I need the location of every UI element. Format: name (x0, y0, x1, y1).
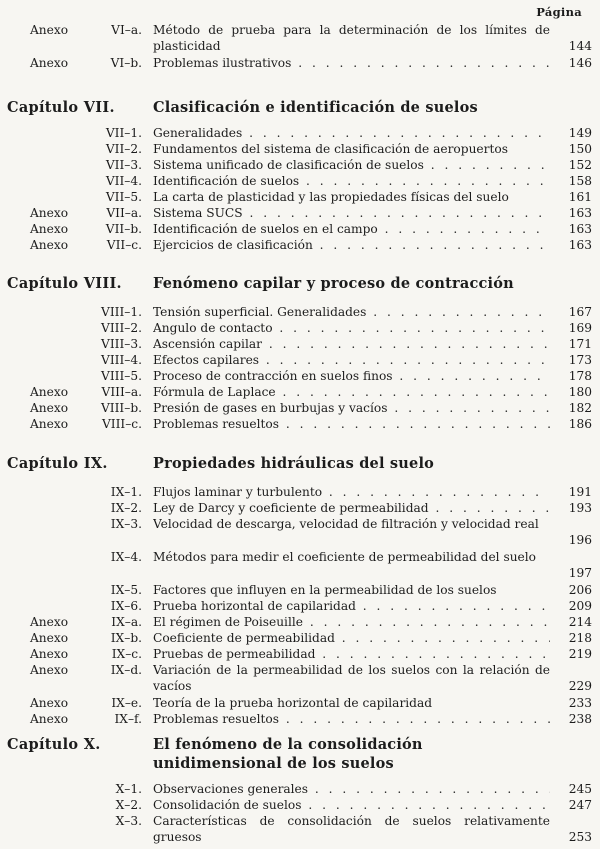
entry-title: Sistema SUCS . . . (153, 205, 550, 221)
entry-title: Presión de gases en burbujas y vacíos . . . (153, 400, 550, 416)
entry-code: VIII–3. (101, 337, 142, 351)
entry-title: Características de consolidación de suelos relativamente gruesos (153, 814, 550, 845)
entry-code: VIII–2. (101, 321, 142, 335)
entry-code: VI–a. (111, 23, 142, 37)
entry-anexo: Anexo (30, 238, 69, 252)
entry-page: 163 (568, 222, 592, 236)
entry-code: VIII–1. (101, 305, 142, 319)
entry-code: IX–c. (111, 647, 142, 661)
entry-title: Consolidación de suelos . . . (153, 797, 550, 813)
entry-page: 218 (568, 631, 592, 645)
entry-title: Coeficiente de permeabilidad . . . (153, 630, 550, 646)
entry-title: Factores que influyen en la permeabilidad de los suelos (153, 583, 497, 597)
entry-code: IX–b. (110, 631, 142, 645)
entry-code: IX–2. (110, 501, 142, 515)
entry-title: Identificación de suelos . . . (153, 173, 550, 189)
entry-code: VIII–4. (101, 353, 142, 367)
entry-anexo: Anexo (30, 56, 69, 70)
chapter-label: Capítulo X. (7, 736, 101, 753)
entry-code: VII–5. (105, 190, 142, 204)
entry-page: 193 (568, 501, 592, 515)
entry-code: IX–1. (110, 485, 142, 499)
entry-code: IX–3. (110, 517, 142, 531)
entry-code: IX–6. (110, 599, 142, 613)
entry-anexo: Anexo (30, 222, 69, 236)
entry-code: VII–c. (106, 238, 142, 252)
entry-title: Generalidades . . . (153, 125, 550, 141)
entry-anexo: Anexo (30, 385, 69, 399)
entry-code: IX–a. (111, 615, 142, 629)
entry-page: 214 (568, 615, 592, 629)
entry-title: La carta de plasticidad y las propiedades físicas del suelo (153, 190, 509, 204)
entry-anexo: Anexo (30, 696, 69, 710)
entry-page: 238 (568, 712, 592, 726)
entry-title: Identificación de suelos en el campo . . . (153, 221, 550, 237)
entry-code: X–3. (115, 814, 142, 828)
entry-title: Método de prueba para la determinación de los límites de plasticidad (153, 23, 550, 54)
entry-anexo: Anexo (30, 712, 69, 726)
entry-code: VII–b. (105, 222, 142, 236)
entry-title: Tensión superficial. Generalidades . . . (153, 304, 550, 320)
entry-page: 178 (568, 369, 592, 383)
chapter-title: Clasificación e identificación de suelos (153, 99, 478, 116)
entry-page: 245 (568, 782, 592, 796)
entry-code: VIII–5. (101, 369, 142, 383)
toc-entry (0, 549, 600, 582)
entry-page: 169 (568, 321, 592, 335)
entry-title: Proceso de contracción en suelos finos . . . (153, 368, 550, 384)
entry-title: Prueba horizontal de capilaridad . . . (153, 598, 550, 614)
entry-title: Fundamentos del sistema de clasificación de aeropuertos (153, 142, 508, 156)
entry-page: 219 (568, 647, 592, 661)
entry-page: 158 (568, 174, 592, 188)
entry-code: IX–e. (111, 696, 142, 710)
entry-page: 253 (568, 830, 592, 845)
entry-page: 161 (568, 190, 592, 204)
entry-page: 186 (568, 417, 592, 431)
entry-title: Ascensión capilar . . . (153, 336, 550, 352)
entry-page: 173 (568, 353, 592, 367)
entry-title: Velocidad de descarga, velocidad de filtración y velocidad real (153, 517, 539, 531)
entry-title: Problemas resueltos . . . (153, 711, 550, 727)
entry-title: Ley de Darcy y coeficiente de permeabilidad . . . (153, 500, 550, 516)
entry-anexo: Anexo (30, 417, 69, 431)
chapter-heading (0, 736, 600, 776)
entry-code: IX–f. (114, 712, 142, 726)
entry-page: 206 (568, 583, 592, 597)
chapter-title: Propiedades hidráulicas del suelo (153, 455, 435, 472)
entry-code: VIII–a. (101, 385, 142, 399)
chapter-label: Capítulo VII. (7, 99, 115, 116)
chapter-title: El fenómeno de la consolidación (153, 736, 423, 753)
entry-page: 180 (568, 385, 592, 399)
entry-title: Problemas resueltos . . . (153, 416, 550, 432)
entry-title: Variación de la permeabilidad de los suelos con la relación de vacíos (153, 663, 550, 694)
entry-code: VII–3. (105, 158, 142, 172)
entry-title: Angulo de contacto . . . (153, 320, 550, 336)
chapter-title-line2: unidimensional de los suelos (153, 755, 394, 772)
entry-page: 167 (568, 305, 592, 319)
entry-title: El régimen de Poiseuille . . . (153, 614, 550, 630)
entry-code: X–2. (115, 798, 142, 812)
entry-code: IX–5. (110, 583, 142, 597)
page-column-header: Página (536, 5, 582, 19)
entry-page: 197 (568, 566, 592, 581)
entry-page: 149 (568, 126, 592, 140)
entry-code: VII–a. (106, 206, 142, 220)
entry-code: VI–b. (110, 56, 142, 70)
toc-entry (0, 22, 600, 55)
entry-code: VII–4. (105, 174, 142, 188)
entry-anexo: Anexo (30, 647, 69, 661)
toc-entry (0, 662, 600, 695)
chapter-label: Capítulo VIII. (7, 275, 122, 292)
entry-code: VII–2. (105, 142, 142, 156)
entry-code: VII–1. (105, 126, 142, 140)
entry-page: 209 (568, 599, 592, 613)
entry-title: Métodos para medir el coeficiente de permeabilidad del suelo (153, 550, 536, 564)
entry-title: Pruebas de permeabilidad . . . (153, 646, 550, 662)
entry-page: 191 (568, 485, 592, 499)
entry-anexo: Anexo (30, 615, 69, 629)
entry-title: Fórmula de Laplace . . . (153, 384, 550, 400)
entry-page: 150 (568, 142, 592, 156)
entry-page: 233 (568, 696, 592, 710)
entry-title: Efectos capilares . . . (153, 352, 550, 368)
entry-code: IX–4. (110, 550, 142, 564)
entry-title: Flujos laminar y turbulento . . . (153, 484, 550, 500)
chapter-label: Capítulo IX. (7, 455, 108, 472)
entry-page: 229 (568, 679, 592, 694)
entry-page: 146 (568, 56, 592, 70)
entry-code: X–1. (115, 782, 142, 796)
entry-title: Ejercicios de clasificación . . . (153, 237, 550, 253)
entry-code: VIII–b. (100, 401, 142, 415)
entry-page: 171 (568, 337, 592, 351)
entry-page: 163 (568, 238, 592, 252)
entry-anexo: Anexo (30, 631, 69, 645)
entry-page: 144 (568, 39, 592, 54)
entry-title: Sistema unificado de clasificación de suelos . . . (153, 157, 550, 173)
toc-entry (0, 516, 600, 549)
entry-code: VIII–c. (101, 417, 142, 431)
entry-title: Observaciones generales . . . (153, 781, 550, 797)
entry-anexo: Anexo (30, 663, 69, 677)
entry-page: 182 (568, 401, 592, 415)
entry-page: 163 (568, 206, 592, 220)
entry-anexo: Anexo (30, 206, 69, 220)
entry-code: IX–d. (110, 663, 142, 677)
toc-entry (0, 813, 600, 846)
entry-page: 152 (568, 158, 592, 172)
entry-anexo: Anexo (30, 23, 69, 37)
entry-title: Teoría de la prueba horizontal de capilaridad (153, 696, 433, 710)
entry-page: 247 (568, 798, 592, 812)
entry-page: 196 (568, 533, 592, 548)
chapter-title: Fenómeno capilar y proceso de contracción (153, 275, 514, 292)
entry-anexo: Anexo (30, 401, 69, 415)
entry-title: Problemas ilustrativos . . . (153, 55, 550, 71)
